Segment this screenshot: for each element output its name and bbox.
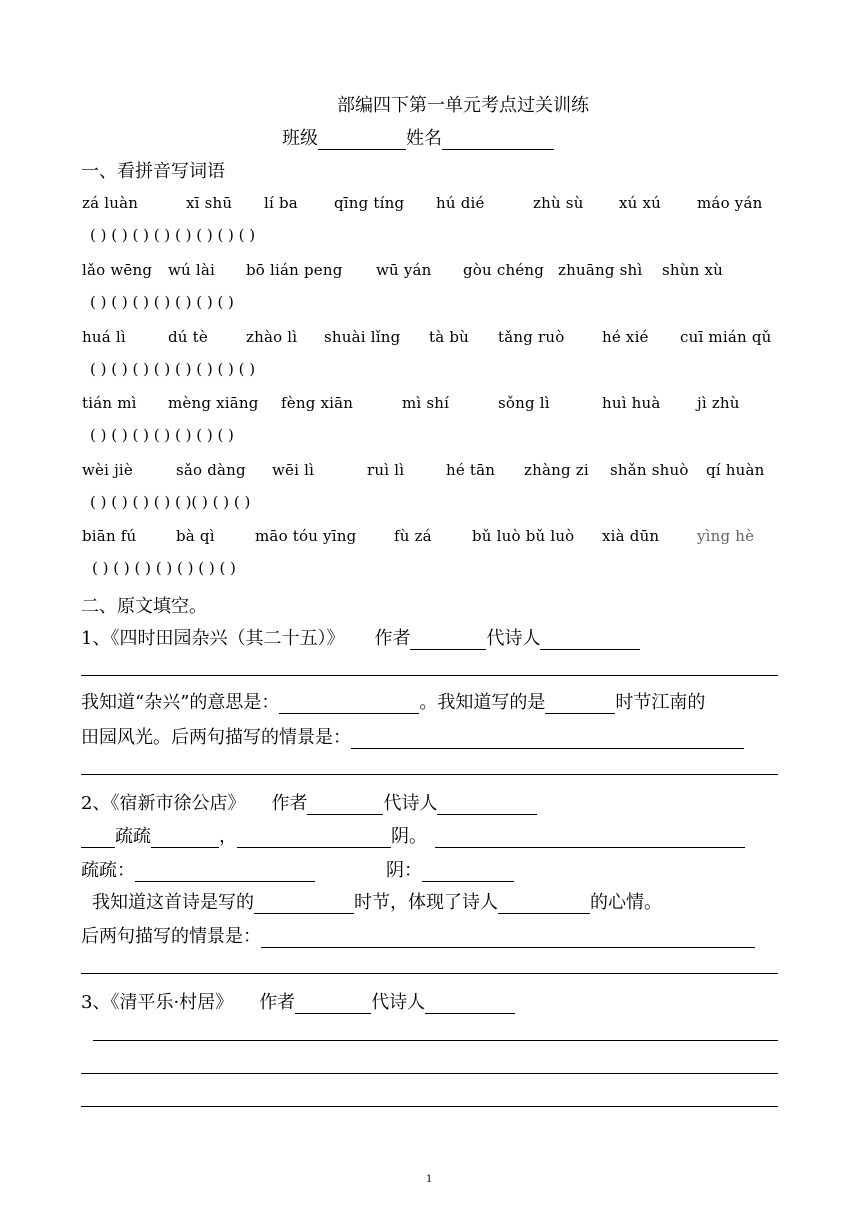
answer-parens[interactable]: ( ) ( ) ( ) ( ) ( ) ( ) ( ): [90, 293, 234, 311]
pinyin-item: huì huà: [602, 394, 661, 412]
pinyin-item: sǎo dàng: [176, 461, 246, 479]
answer-parens[interactable]: ( ) ( ) ( ) ( ) ( ) ( ) ( ) ( ): [90, 360, 256, 378]
know-label: 我知道这首诗是写的: [92, 892, 254, 913]
know-mid: 时节，体现了诗人: [354, 892, 498, 913]
pinyin-item: wèi jiè: [82, 461, 134, 479]
author-blank[interactable]: [410, 631, 486, 650]
pinyin-item: wú lài: [168, 261, 216, 279]
answer-line[interactable]: [81, 774, 778, 775]
yin-label: 阴：: [386, 860, 422, 881]
dynasty-label: 代诗人: [371, 992, 426, 1013]
q3-title: 3、《清平乐·村居》: [81, 992, 234, 1013]
season-blank[interactable]: [254, 895, 354, 914]
answer-line[interactable]: [81, 973, 778, 974]
yin-blank[interactable]: [422, 863, 514, 882]
q2-poem-shushu: 疏疏: [115, 826, 151, 847]
q2-know-line: [92, 888, 662, 914]
pinyin-item: māo tóu yīng: [255, 527, 357, 545]
pinyin-item: shǎn shuò: [610, 461, 689, 479]
pinyin-item: wēi lì: [272, 461, 315, 479]
shushu-label: 疏疏：: [81, 860, 135, 881]
poem-blank[interactable]: [151, 829, 219, 848]
poem-blank[interactable]: [435, 829, 745, 848]
answer-line[interactable]: [81, 1106, 778, 1107]
q3-title-line: [81, 988, 515, 1014]
author-blank[interactable]: [307, 796, 383, 815]
q1-season-suffix: 时节江南的: [615, 692, 706, 713]
pinyin-item: biān fú: [82, 527, 137, 545]
pinyin-item: qí huàn: [706, 461, 765, 479]
shushu-blank[interactable]: [135, 863, 315, 882]
know-end: 的心情。: [590, 892, 662, 913]
pinyin-item: máo yán: [697, 194, 763, 212]
pinyin-item: hé tān: [446, 461, 496, 479]
q1-title-line: [81, 624, 640, 650]
pinyin-item: tǎng ruò: [498, 328, 565, 346]
pinyin-item: qīng tíng: [334, 194, 405, 212]
pinyin-item: xià dūn: [602, 527, 660, 545]
pinyin-item: gòu chéng: [463, 261, 545, 279]
pinyin-item: fù zá: [394, 527, 432, 545]
pinyin-item: bō lián peng: [246, 261, 343, 279]
pinyin-item: lí ba: [264, 194, 298, 212]
q1-meaning-line: [81, 688, 705, 714]
poem-blank[interactable]: [81, 829, 115, 848]
pinyin-item: zhào lì: [246, 328, 298, 346]
q1-season-label: 。我知道写的是: [419, 692, 546, 713]
q2-poem-comma: ，: [219, 826, 237, 847]
q2-title: 2、《宿新市徐公店》: [81, 793, 246, 814]
author-label: 作者: [374, 628, 411, 649]
pinyin-item: fèng xiān: [281, 394, 354, 412]
pinyin-item: hé xié: [602, 328, 649, 346]
pinyin-item: sǒng lì: [498, 394, 550, 412]
class-blank[interactable]: [318, 131, 406, 150]
pinyin-item: hú dié: [436, 194, 485, 212]
name-blank[interactable]: [442, 131, 554, 150]
q1-scene-line: [81, 723, 744, 749]
pinyin-item: bà qì: [176, 527, 215, 545]
page-title: 部编四下第一单元考点过关训练: [337, 95, 589, 116]
pinyin-item: jì zhù: [697, 394, 740, 412]
author-label: 作者: [259, 992, 296, 1013]
author-blank[interactable]: [295, 995, 371, 1014]
pinyin-item: zhù sù: [533, 194, 584, 212]
page-number: 1: [426, 1174, 433, 1185]
pinyin-item: shuài lǐng: [324, 328, 401, 346]
pinyin-item: mì shí: [402, 394, 450, 412]
pinyin-item: cuī mián qǔ: [680, 328, 772, 346]
pinyin-item: mèng xiāng: [168, 394, 259, 412]
pinyin-item: ruì lì: [367, 461, 405, 479]
scene-blank[interactable]: [261, 929, 755, 948]
q1-meaning-label: 我知道“杂兴”的意思是：: [81, 692, 280, 713]
poet-blank[interactable]: [540, 631, 640, 650]
feeling-blank[interactable]: [498, 895, 590, 914]
scene-blank[interactable]: [351, 730, 744, 749]
answer-parens[interactable]: ( ) ( ) ( ) ( ) ( ) ( ) ( ) ( ): [90, 226, 256, 244]
answer-line[interactable]: [81, 675, 778, 676]
poet-blank[interactable]: [437, 796, 537, 815]
poet-blank[interactable]: [425, 995, 515, 1014]
season-blank[interactable]: [545, 695, 615, 714]
pinyin-item: wū yán: [376, 261, 432, 279]
poem-blank[interactable]: [237, 829, 391, 848]
pinyin-item: huá lì: [82, 328, 126, 346]
meaning-blank[interactable]: [279, 695, 419, 714]
q2-title-line: [81, 789, 537, 815]
section2-heading: 二、原文填空。: [81, 596, 207, 617]
class-name-line: [282, 124, 554, 150]
pinyin-item: xī shū: [186, 194, 233, 212]
author-label: 作者: [271, 793, 308, 814]
pinyin-item: lǎo wēng: [82, 261, 153, 279]
q1-title: 1、《四时田园杂兴（其二十五）》: [81, 628, 345, 649]
pinyin-item: yìng hè: [697, 527, 755, 545]
pinyin-item: xú xú: [619, 194, 662, 212]
pinyin-item: tián mì: [82, 394, 137, 412]
q2-poem-yin: 阴。: [391, 826, 427, 847]
answer-parens[interactable]: ( ) ( ) ( ) ( ) ( ) ( ) ( ): [90, 426, 234, 444]
pinyin-item: shùn xù: [662, 261, 723, 279]
answer-parens[interactable]: ( ) ( ) ( ) ( ) ( ) ( ) ( ): [92, 559, 236, 577]
q2-scene-line: [81, 922, 755, 948]
dynasty-label: 代诗人: [486, 628, 541, 649]
q2-shushu-line: [81, 856, 315, 882]
q1-scene-label: 田园风光。后两句描写的情景是：: [81, 727, 351, 748]
section1-heading: 一、看拼音写词语: [81, 161, 225, 182]
pinyin-item: bǔ luò bǔ luò: [472, 527, 575, 545]
dynasty-label: 代诗人: [383, 793, 438, 814]
q2-scene-label: 后两句描写的情景是：: [81, 926, 261, 947]
q2-poem-line: [81, 822, 745, 848]
pinyin-item: zhàng zi: [524, 461, 589, 479]
answer-parens[interactable]: ( ) ( ) ( ) ( ) ( )( ) ( ) ( ): [90, 493, 251, 511]
pinyin-item: zá luàn: [82, 194, 139, 212]
pinyin-item: dú tè: [168, 328, 208, 346]
name-label: 姓名: [406, 128, 442, 149]
pinyin-item: zhuāng shì: [558, 261, 643, 279]
pinyin-item: tà bù: [429, 328, 470, 346]
q2-yin-line: [386, 856, 514, 882]
answer-line[interactable]: [81, 1073, 778, 1074]
answer-line[interactable]: [93, 1040, 778, 1041]
class-label: 班级: [282, 128, 318, 149]
